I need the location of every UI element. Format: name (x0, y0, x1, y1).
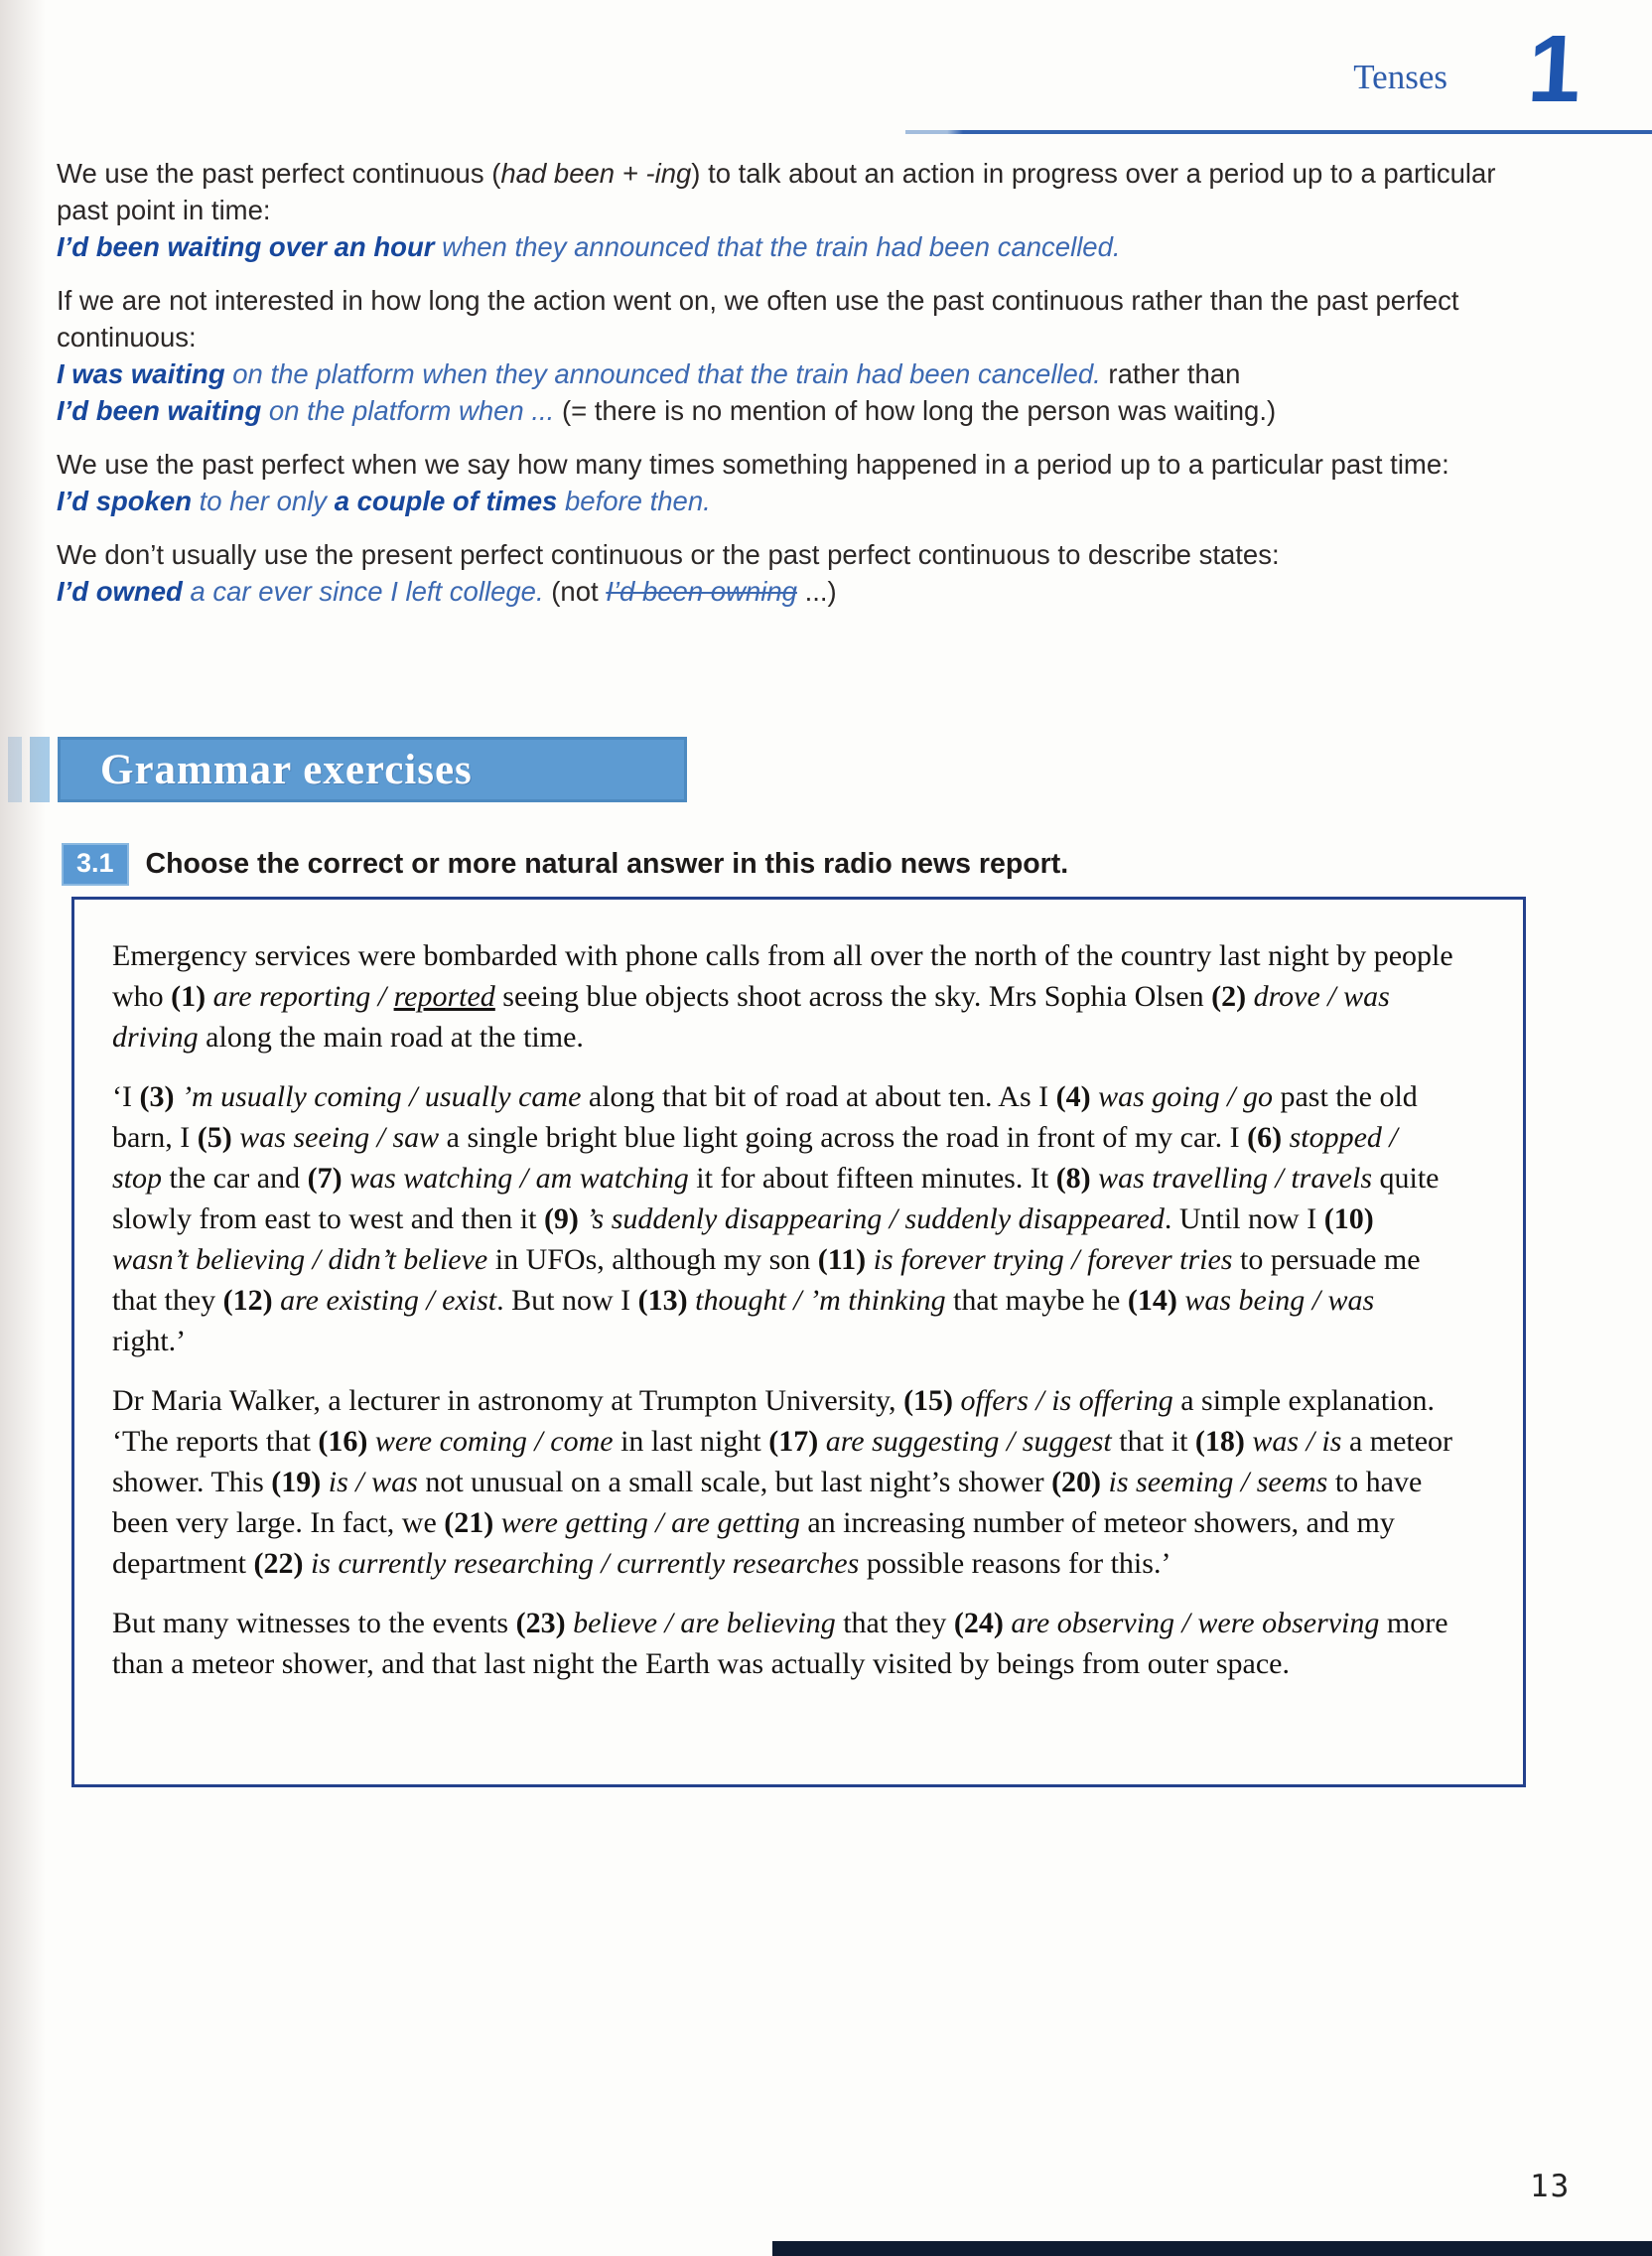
grammar-note (57, 155, 1508, 265)
grammar-exercises-banner (58, 737, 687, 802)
example-sentence: I’d been waiting over an hour when they announced that the train had been cancelled. (57, 231, 1121, 262)
grammar-note (57, 282, 1508, 429)
banner-accent-bar (30, 737, 50, 802)
example-sentence: I’d spoken to her only a couple of times before then. (57, 486, 711, 516)
page-number: 13 (1530, 2169, 1572, 2204)
banner-accent-bar (8, 737, 22, 802)
exercise-heading (62, 843, 1068, 886)
exercise-paragraph: But many witnesses to the events (23) believe / are believing that they (24) are observing / were observing more than a meteor shower, and that last night the Earth was actually visited by beings from outer space. (112, 1607, 1448, 1680)
grammar-note (57, 446, 1508, 519)
bottom-bar (772, 2241, 1652, 2256)
example-sentence: I was waiting on the platform when they announced that the train had been cancelled. rather than (57, 358, 1241, 389)
grammar-note-text: We don’t usually use the present perfect continuous or the past perfect continuous to describe states: (57, 539, 1280, 570)
grammar-note-text: We use the past perfect continuous (had been + -ing) to talk about an action in progress over a period up to a particular past point in time: (57, 158, 1496, 225)
grammar-note-text: We use the past perfect when we say how many times something happened in a period up to a particular past time: (57, 449, 1449, 480)
exercise-paragraph: ‘I (3) ’m usually coming / usually came along that bit of road at about ten. As I (4) was going / go past the old barn, I (5) was seeing / saw a single bright blue light going across the road in front of my car. I (6) stopped / stop the car and (7) was watching / am watching it for about fifteen minutes. It (8) was travelling / travels quite slowly from east to west and then it (9) ’s suddenly disappearing / suddenly disappeared. Until now I (10) wasn’t believing / didn’t believe in UFOs, although my son (11) is forever trying / forever tries to persuade me that they (12) are existing / exist. But now I (13) thought / ’m thinking that maybe he (14) was being / was right.’ (112, 1080, 1440, 1357)
page-header-section-label: Tenses (1353, 58, 1447, 96)
example-sentence: I’d owned a car ever since I left college. (not I’d been owning ...) (57, 576, 837, 607)
exercise-instruction: Choose the correct or more natural answer in this radio news report. (145, 848, 1069, 880)
grammar-notes (57, 155, 1508, 627)
exercise-number-badge: 3.1 (62, 843, 129, 886)
example-sentence: I’d been waiting on the platform when ... (= there is no mention of how long the person was waiting.) (57, 395, 1277, 426)
header-rule (905, 130, 1652, 134)
exercise-box (71, 897, 1526, 1787)
exercise-paragraph: Emergency services were bombarded with phone calls from all over the north of the country last night by people who (1) are reporting / reported seeing blue objects shoot across the sky. Mrs Sophia Olsen (2) drove / was driving along the main road at the time. (112, 939, 1453, 1054)
exercise-paragraph: Dr Maria Walker, a lecturer in astronomy at Trumpton University, (15) offers / is offering a simple explanation. ‘The reports that (16) were coming / come in last night (17) are suggesting / suggest that it (18) was / is a meteor shower. This (19) is / was not unusual on a small scale, but last night’s shower (20) is seeming / seems to have been very large. In fact, we (21) were getting / are getting an increasing number of meteor showers, and my department (22) is currently researching / currently researches possible reasons for this.’ (112, 1384, 1453, 1580)
grammar-note (57, 536, 1508, 610)
grammar-note-text: If we are not interested in how long the action went on, we often use the past continuous rather than the past perfect continuous: (57, 285, 1459, 352)
banner-title: Grammar exercises (100, 746, 473, 793)
unit-number: 1 (1524, 16, 1583, 122)
